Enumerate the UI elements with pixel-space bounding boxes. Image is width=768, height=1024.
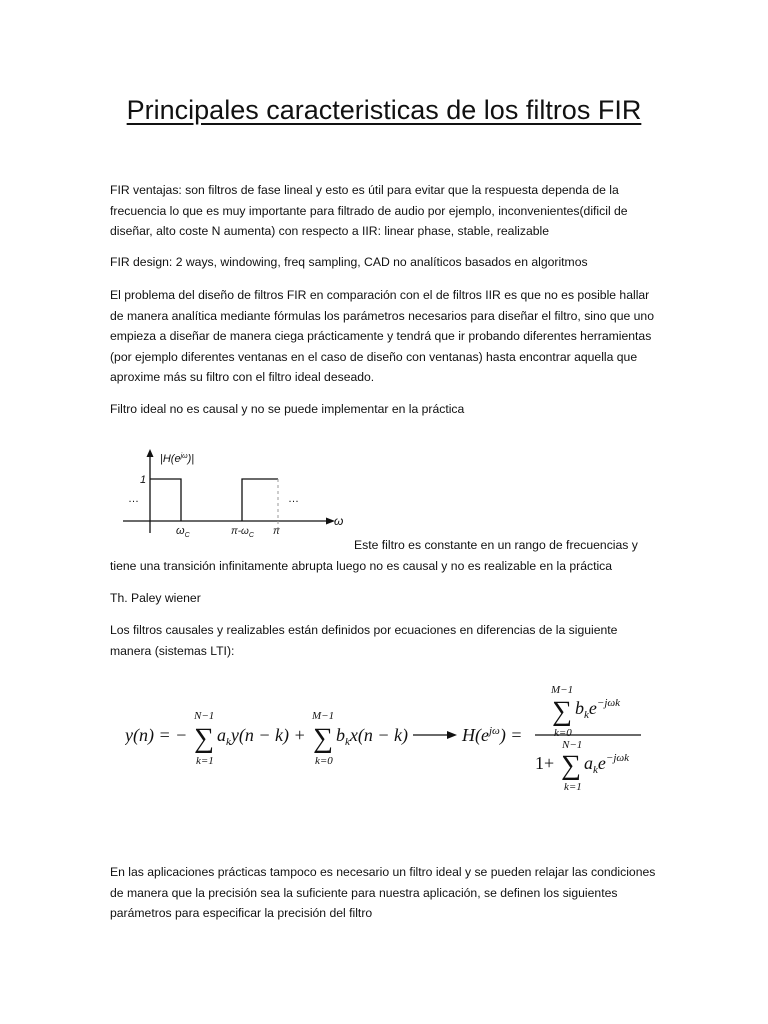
denominator-term: $a_ke^{-j\omega k}$ bbox=[584, 752, 630, 776]
transfer-function-label: $H(e^{j\omega})$ = bbox=[462, 725, 523, 745]
paragraph-fir-design: FIR design: 2 ways, windowing, freq sampling, CAD no analíticos basados en algoritmos bbox=[110, 255, 588, 269]
level-one-label: 1 bbox=[140, 474, 147, 486]
pi-label: π bbox=[273, 526, 280, 537]
numerator-term: $b_ke^{-j\omega k}$ bbox=[575, 697, 621, 721]
sum2-term: $b_kx(n - k)$ bbox=[336, 725, 409, 748]
paragraph-practical-applications: En las aplicaciones prácticas tampoco es necesario un filtro ideal y se pueden relajar las condiciones de manera que la precisión sea la suficiente para nuestra aplicación, se definen los siguientes parámetros para especificar la precisión del filtro bbox=[110, 865, 656, 920]
difference-equation bbox=[125, 680, 655, 795]
numerator-sigma: ∑ bbox=[552, 696, 572, 727]
paragraph-ideal-filter-description bbox=[110, 535, 662, 576]
equation-lhs: y(n) = − bbox=[125, 725, 188, 745]
sum1-lower-limit: k=1 bbox=[196, 755, 214, 767]
paragraph-fir-advantages: FIR ventajas: son filtros de fase lineal y esto es útil para evitar que la respuesta dependa de la frecuencia lo que es muy importante para filtrado de audio por ejemplo, inconvenientes(dificil de diseñar, alto coste N aumenta) con respecto a IIR: linear phase, stable, realizable bbox=[110, 183, 628, 238]
numerator-lower-limit: k=0 bbox=[554, 727, 572, 739]
sum2-sigma: ∑ bbox=[313, 723, 333, 754]
page-title: Principales caracteristicas de los filtros FIR bbox=[126, 95, 642, 125]
denominator-one: 1+ bbox=[535, 753, 555, 773]
omega-c-label: $\omega_C$ bbox=[176, 525, 190, 539]
ideal-filter-figure bbox=[118, 445, 350, 540]
paragraph-text: Este filtro es constante en un rango de frecuencias y tiene una transición infinitamente abrupta luego no es causal y no es realizable en la práctica bbox=[110, 538, 638, 573]
numerator-upper-limit: M−1 bbox=[551, 684, 574, 696]
sum2-lower-limit: k=0 bbox=[315, 755, 333, 767]
pi-minus-omega-label: $\pi-\omega_C$ bbox=[231, 526, 254, 539]
implies-arrow-head bbox=[447, 731, 457, 739]
y-axis-arrow bbox=[147, 449, 154, 457]
paragraph-paley-wiener: Th. Paley wiener bbox=[110, 591, 201, 605]
denominator-sigma: ∑ bbox=[561, 750, 581, 781]
dots-left: … bbox=[128, 493, 139, 505]
denominator-lower-limit: k=1 bbox=[564, 781, 582, 793]
paragraph-causal-filters: Los filtros causales y realizables están definidos por ecuaciones en diferencias de la siguiente manera (sistemas LTI): bbox=[110, 623, 618, 658]
y-axis-label: $|H(e^{j\omega})|$ bbox=[160, 453, 195, 465]
sum1-upper-limit: N−1 bbox=[194, 710, 215, 722]
dots-right: … bbox=[288, 493, 299, 505]
sum1-sigma: ∑ bbox=[194, 723, 214, 754]
sum1-term: $a_ky(n - k)$ + bbox=[217, 725, 306, 748]
paragraph-design-problem: El problema del diseño de filtros FIR en comparación con el de filtros IIR es que no es posible hallar de manera analítica mediante fórmulas los parámetros necesarios para diseñar el filtro, sino que uno empieza a diseñar de manera ciega prácticamente y tendrá que ir probando diferentes herramientas (por ejemplo diferentes ventanas en el caso de diseño con ventanas) hasta encontrar aquella que aproxime más su filtro con el filtro ideal deseado. bbox=[110, 288, 654, 384]
denominator-upper-limit: N−1 bbox=[562, 739, 583, 751]
omega-axis-label: ω bbox=[334, 514, 344, 528]
passband-low bbox=[150, 479, 181, 521]
passband-high bbox=[242, 479, 278, 521]
sum2-upper-limit: M−1 bbox=[312, 710, 335, 722]
paragraph-ideal-filter: Filtro ideal no es causal y no se puede implementar en la práctica bbox=[110, 402, 465, 416]
